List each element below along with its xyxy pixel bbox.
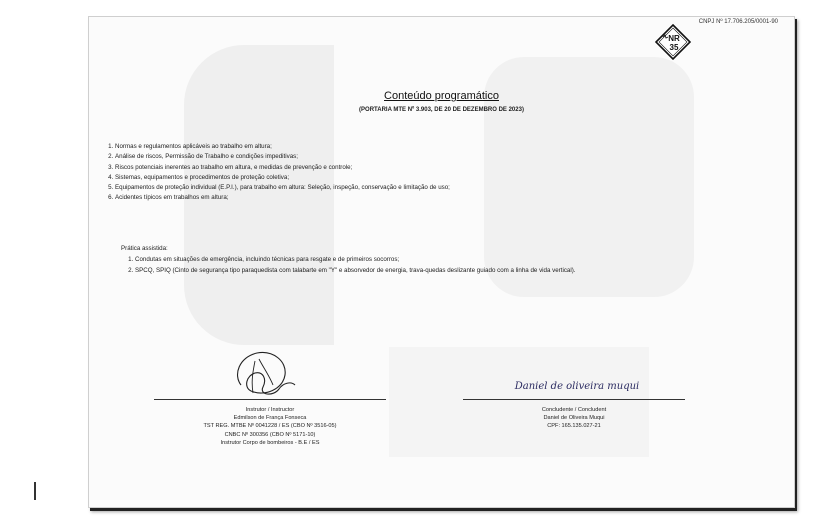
page-subtitle: (PORTARIA MTE Nº 3.903, DE 20 DE DEZEMBRO DE 2023)	[359, 107, 524, 113]
concludent-block	[458, 406, 690, 431]
list-item: 1. Condutas em situações de emergência, incluindo técnicas para resgate e de primeiros socorros;	[135, 255, 695, 266]
list-item: 2. Análise de riscos, Permissão de Trabalho e condições impeditivas;	[115, 152, 715, 162]
list-item: 4. Sistemas, equipamentos e procedimentos de proteção coletiva;	[115, 173, 715, 183]
badge-bottom-text: 35	[669, 43, 679, 52]
page-edge-mark	[34, 482, 36, 500]
instructor-reg: TST REG. MTBE Nº 0041228 / ES (CBO Nº 3516-05)	[203, 423, 337, 430]
badge-top-text: NR	[668, 34, 680, 43]
nr35-badge-icon	[655, 24, 691, 60]
concludent-signature-line	[463, 399, 685, 400]
list-item: 3. Riscos potenciais inerentes ao trabalho em altura, e medidas de prevenção e controle;	[115, 163, 715, 173]
list-item: 6. Acidentes típicos em trabalhos em altura;	[115, 193, 715, 203]
pratica-list	[121, 255, 695, 276]
watermark-shape	[389, 347, 649, 457]
instructor-reg: Instrutor Corpo de bombeiros - B.E / ES	[220, 439, 320, 446]
list-item: 1. Normas e regulamentos aplicáveis ao trabalho em altura;	[115, 142, 715, 152]
concludent-role: Concludente / Concludent	[541, 407, 607, 413]
concludent-cpf: CPF: 165.135.027-21	[547, 423, 601, 430]
instructor-reg: CNBC Nº 300356 (CBO Nº 5171-10)	[224, 431, 316, 438]
instructor-signature-line	[154, 399, 386, 400]
concludent-name: Daniel de Oliveira Muqui	[543, 415, 605, 422]
instructor-signature-icon	[229, 345, 299, 401]
cnpj-number: CNPJ Nº 17.706.205/0001-90	[698, 19, 778, 25]
instructor-block	[149, 406, 391, 447]
list-item: 2. SPCQ, SPIQ (Cinto de segurança tipo paraquedista com talabarte em "Y" e absorvedor de energia, trava-quedas deslizante guiado com a linha de vida vertical).	[135, 266, 695, 277]
page-title: Conteúdo programático	[384, 90, 499, 102]
topics-list	[99, 142, 715, 204]
pratica-label: Prática assistida:	[121, 245, 168, 252]
list-item: 5. Equipamentos de proteção individual (E.P.I.), para trabalho em altura: Seleção, inspeção, conservação e limitação de uso;	[115, 183, 715, 193]
instructor-name: Edmilson de França Fonseca	[233, 415, 307, 422]
instructor-role: Instrutor / Instructor	[245, 407, 295, 413]
certificate-page	[88, 16, 795, 508]
concludent-signature: Daniel de oliveira muqui	[514, 381, 640, 392]
